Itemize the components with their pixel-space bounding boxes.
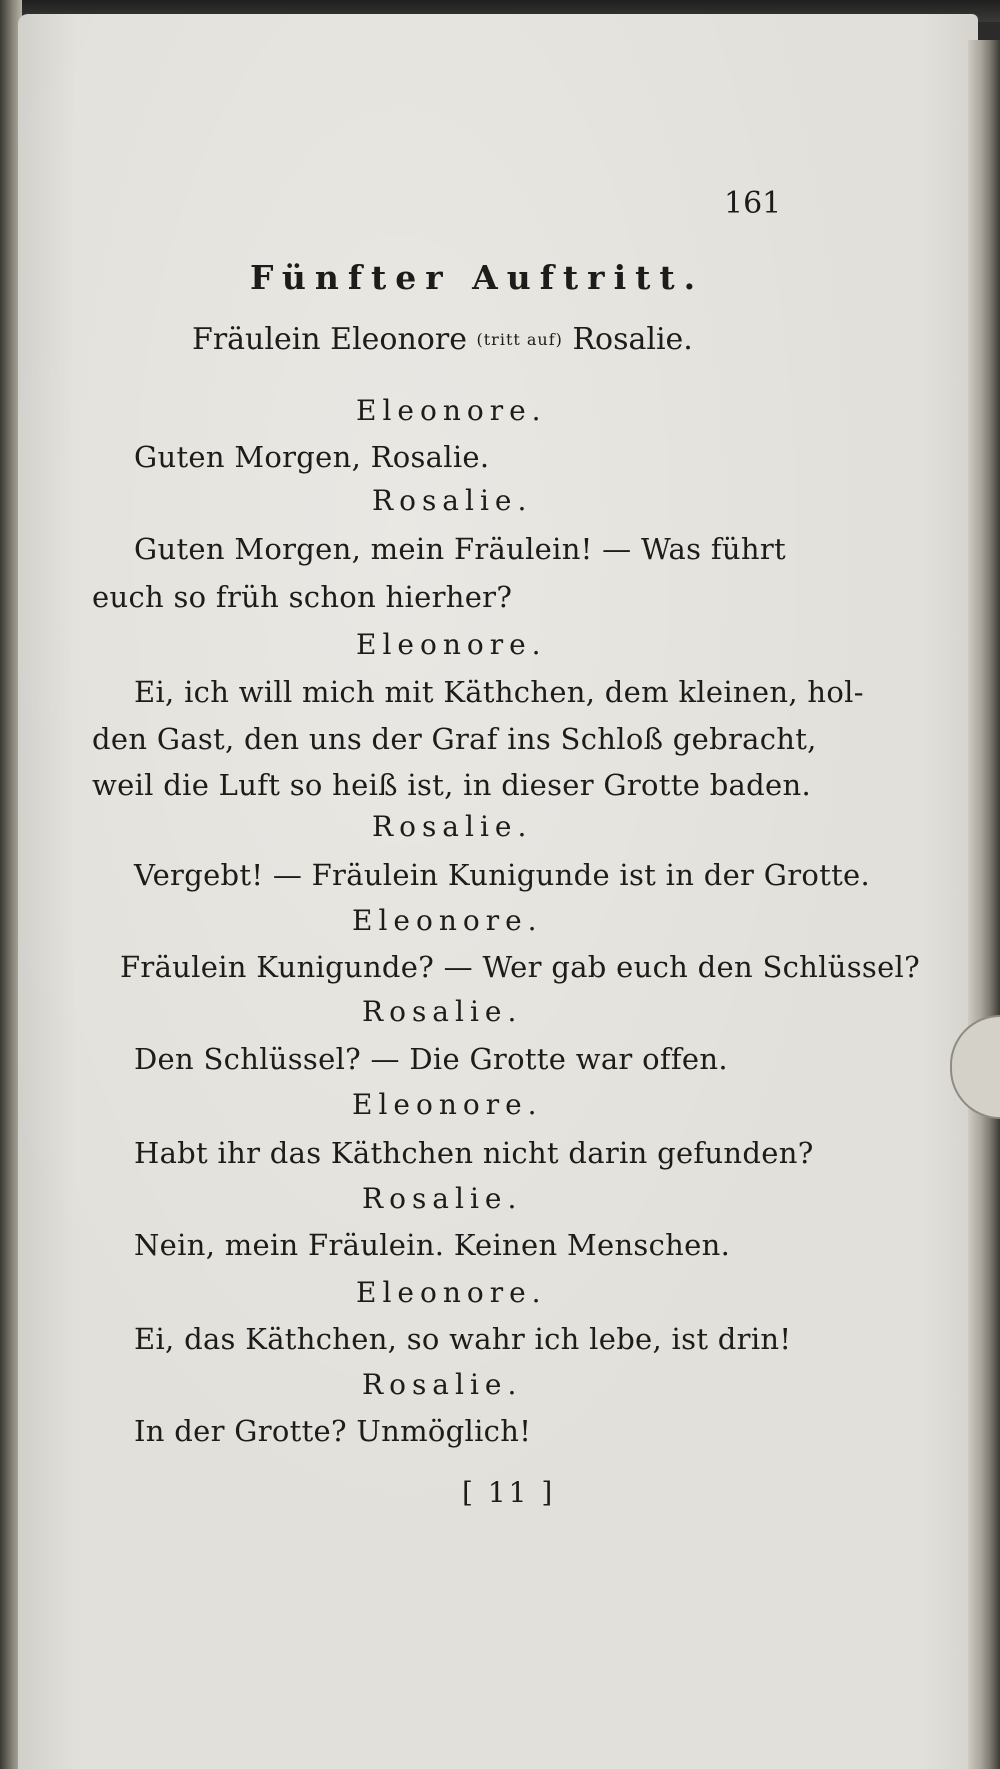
character-eleonore: Fräulein Eleonore bbox=[192, 322, 467, 357]
stage-direction: (tritt auf) bbox=[476, 330, 563, 349]
character-list bbox=[192, 322, 693, 357]
dialogue-line: In der Grotte? Unmöglich! bbox=[134, 1414, 532, 1448]
dialogue-line: Guten Morgen, mein Fräulein! — Was führt bbox=[134, 532, 786, 566]
dialogue-line: Ei, ich will mich mit Käthchen, dem kleinen, hol- bbox=[134, 675, 864, 709]
dialogue-line: Guten Morgen, Rosalie. bbox=[134, 440, 490, 474]
speaker-label: Eleonore. bbox=[356, 394, 547, 427]
dialogue-line: den Gast, den uns der Graf ins Schloß gebracht, bbox=[92, 722, 817, 756]
dialogue-line: Den Schlüssel? — Die Grotte war offen. bbox=[134, 1042, 728, 1076]
dialogue-line: weil die Luft so heiß ist, in dieser Grotte baden. bbox=[92, 768, 811, 802]
page-number: 161 bbox=[724, 186, 782, 221]
speaker-label: Rosalie. bbox=[362, 1182, 523, 1215]
dialogue-line: Vergebt! — Fräulein Kunigunde ist in der Grotte. bbox=[134, 858, 871, 892]
speaker-label: Rosalie. bbox=[362, 995, 523, 1028]
dialogue-line: Fräulein Kunigunde? — Wer gab euch den Schlüssel? bbox=[120, 950, 920, 984]
dialogue-line: Ei, das Käthchen, so wahr ich lebe, ist drin! bbox=[134, 1322, 792, 1356]
speaker-label: Eleonore. bbox=[356, 628, 547, 661]
speaker-label: Rosalie. bbox=[372, 484, 533, 517]
scene-title: Fünfter Auftritt. bbox=[250, 258, 705, 297]
speaker-label: Rosalie. bbox=[372, 810, 533, 843]
speaker-label: Eleonore. bbox=[352, 904, 543, 937]
dialogue-line: euch so früh schon hierher? bbox=[92, 580, 513, 614]
dialogue-line: Nein, mein Fräulein. Keinen Menschen. bbox=[134, 1228, 731, 1262]
dialogue-line: Habt ihr das Käthchen nicht darin gefunden? bbox=[134, 1136, 814, 1170]
character-rosalie: Rosalie. bbox=[572, 322, 693, 357]
speaker-label: Eleonore. bbox=[356, 1276, 547, 1309]
speaker-label: Eleonore. bbox=[352, 1088, 543, 1121]
speaker-label: Rosalie. bbox=[362, 1368, 523, 1401]
printer-signature: [ 11 ] bbox=[462, 1476, 556, 1509]
